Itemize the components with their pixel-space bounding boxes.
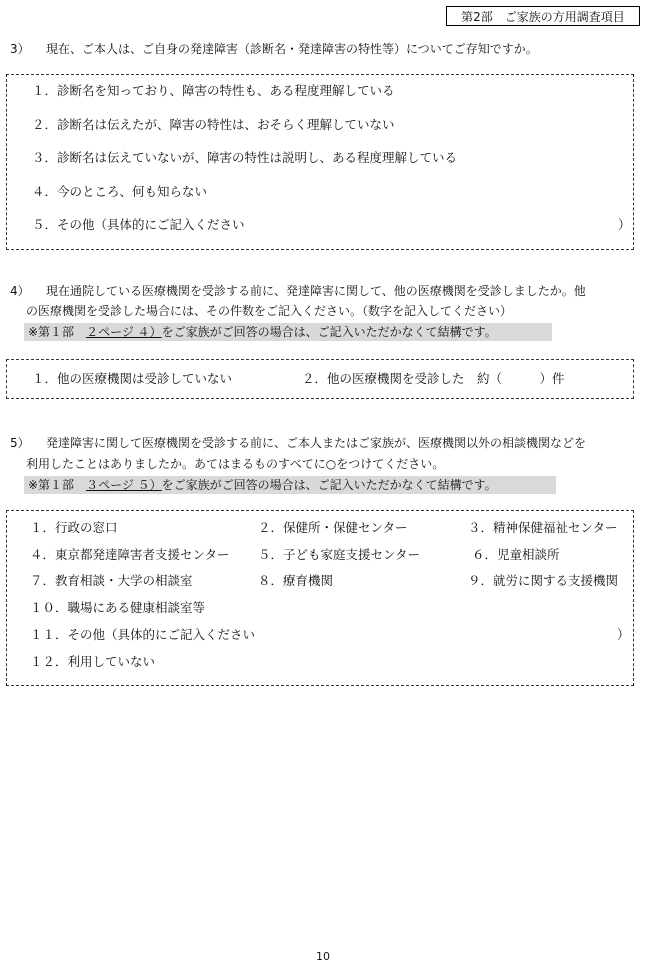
q5-option-2[interactable]: ２．保健所・保健センター — [258, 520, 408, 535]
q5-option-10[interactable]: １０．職場にある健康相談室等 — [30, 600, 206, 615]
section-header: 第2部 ご家族の方用調査項目 — [446, 6, 640, 26]
q5-option-1[interactable]: １．行政の窓口 — [30, 520, 118, 535]
q3-close-paren: ） — [618, 217, 631, 232]
q4-line-2: の医療機関を受診した場合には、その件数をご記入ください。（数字を記入してください） — [26, 304, 513, 318]
q5-option-12[interactable]: １２．利用していない — [30, 654, 156, 669]
q4-note-suffix: をご家族がご回答の場合は、ご記入いただかなくて結構です。 — [161, 325, 497, 339]
q5-option-8[interactable]: ８．療育機関 — [258, 573, 334, 588]
q4-note — [24, 323, 552, 341]
q4-number: 4） — [10, 284, 30, 298]
q3-number: 3） — [10, 42, 30, 56]
q5-close-paren: ） — [617, 627, 630, 642]
q5-option-4[interactable]: ４．東京都発達障害者支援センター — [30, 547, 230, 562]
q4-note-prefix: ※第１部 — [28, 325, 87, 339]
q4-note-link: ２ページ ４） — [86, 325, 162, 339]
q3-option-3[interactable]: ３．診断名は伝えていないが、障害の特性は説明し、ある程度理解している — [32, 150, 458, 165]
q3-option-1[interactable]: １．診断名を知っており、障害の特性も、ある程度理解している — [32, 83, 395, 98]
q5-note-link: ３ページ ５） — [86, 478, 162, 492]
q5-option-7[interactable]: ７．教育相談・大学の相談室 — [30, 573, 193, 588]
q5-number: 5） — [10, 436, 30, 450]
q5-option-9[interactable]: ９．就労に関する支援機関 — [468, 573, 619, 588]
q5-option-5[interactable]: ５．子ども家庭支援センター — [258, 547, 421, 562]
q4-line-1: 現在通院している医療機関を受診する前に、発達障害に関して、他の医療機関を受診しましたか。他 — [46, 284, 586, 298]
page-number: 10 — [316, 950, 330, 963]
q4-option-1[interactable]: １．他の医療機関は受診していない — [32, 371, 233, 386]
q5-note — [24, 476, 556, 494]
q3-option-5[interactable]: ５．その他（具体的にご記入ください — [32, 217, 245, 232]
q5-option-6[interactable]: ６．児童相談所 — [472, 547, 560, 562]
q5-option-11[interactable]: １１．その他（具体的にご記入ください — [30, 627, 256, 642]
q4-option-2[interactable]: ２．他の医療機関を受診した 約（ ）件 — [302, 371, 565, 386]
q3-text: 現在、ご本人は、ご自身の発達障害（診断名・発達障害の特性等）についてご存知ですか。 — [46, 42, 538, 56]
q5-line-2: 利用したことはありましたか。あてはまるものすべてに○をつけてください。 — [26, 457, 445, 471]
q5-note-suffix: をご家族がご回答の場合は、ご記入いただかなくて結構です。 — [161, 478, 497, 492]
q5-note-prefix: ※第１部 — [28, 478, 87, 492]
q3-option-4[interactable]: ４．今のところ、何も知らない — [32, 184, 208, 199]
q3-option-2[interactable]: ２．診断名は伝えたが、障害の特性は、おそらく理解していない — [32, 117, 395, 132]
q5-option-3[interactable]: ３．精神保健福祉センター — [468, 520, 618, 535]
q5-line-1: 発達障害に関して医療機関を受診する前に、ご本人またはご家族が、医療機関以外の相談機関などを — [46, 436, 587, 450]
